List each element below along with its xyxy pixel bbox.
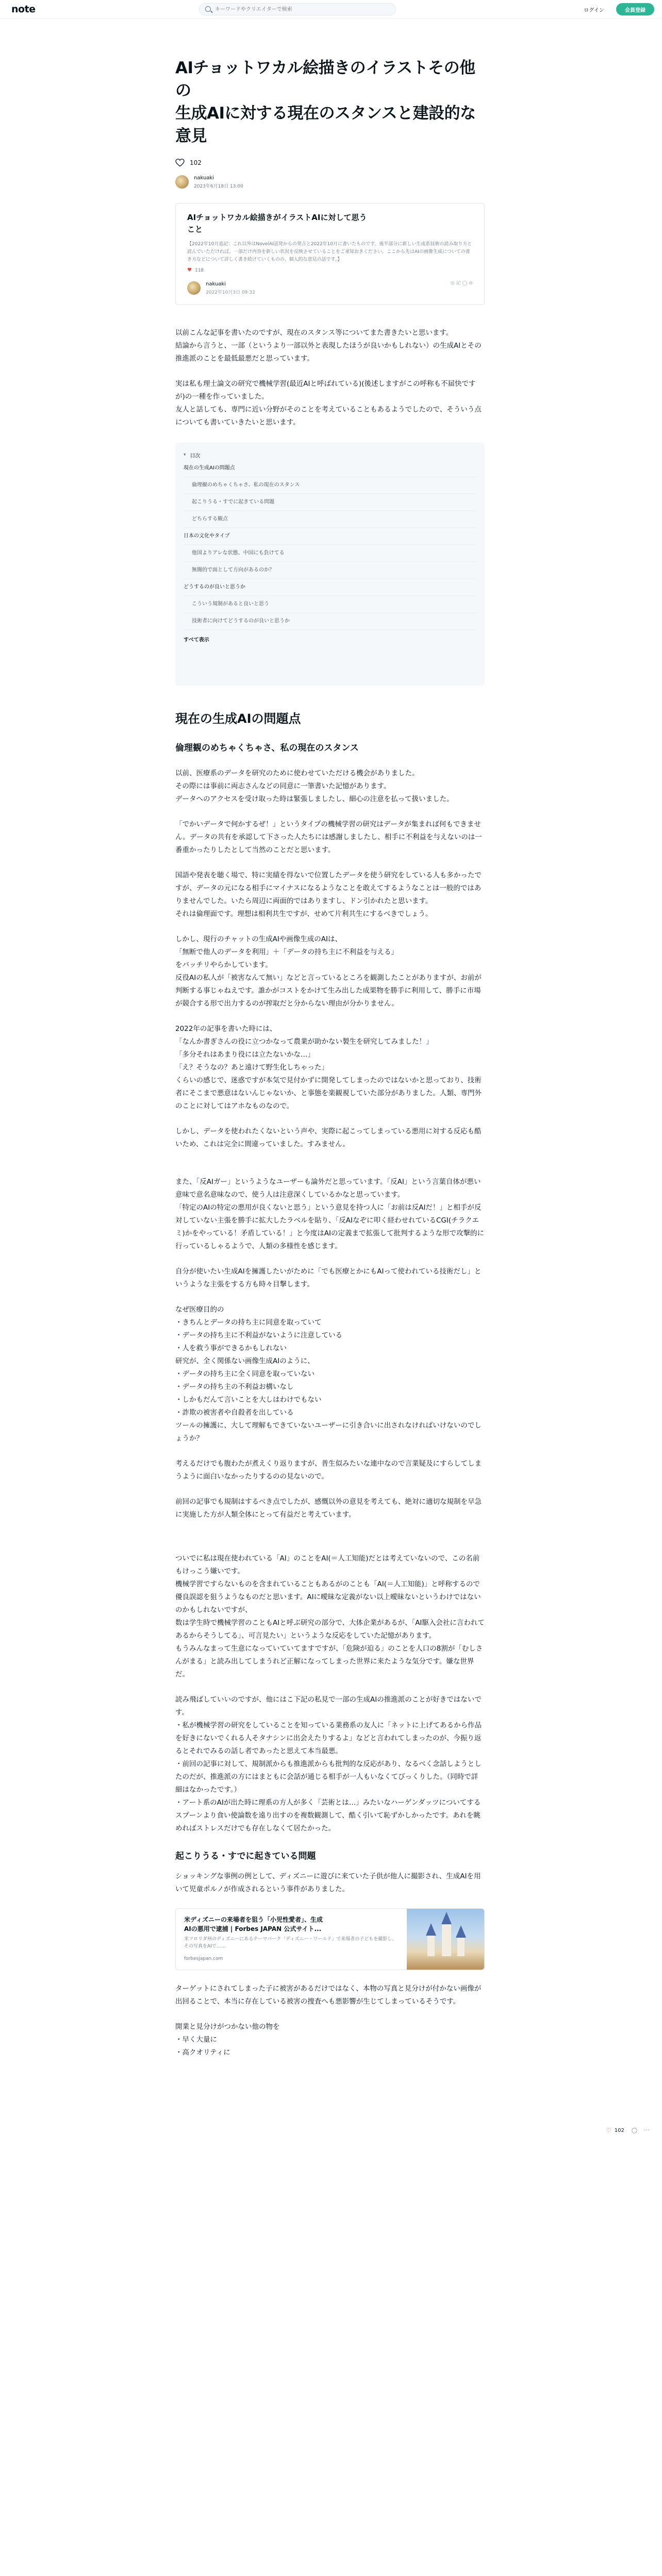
side-like-count: 102	[614, 2127, 624, 2133]
paragraph: 「でかいデータで何かするぜ！」というタイプの機械学習の研究はデータが集まれば何もできません。データの共有を承認して下さった人たちには感謝しましたし、相手に不利益を与えないのは一番重かったりしたとして当然のことだと思います。	[175, 820, 482, 854]
search-icon	[205, 6, 211, 12]
paragraph: 国語や発表を聴く場で、特に実績を得ないで位置したデータを使う研究をしている人も多かったですが、データの元になる相手にマイナスになるようなことを敢えてするようなことは一般的ではありませんでした。いたら周辺に両面的ではありますし、ドン引かれたと思います。 それは倫理面です。理想は相利共生ですが、せめて片利共生にするべきでしょう。	[175, 871, 482, 918]
news-description: 米フロリダ州のディズニーにあるテーマパーク「ディズニー・ワールド」で来場者の子どもを撮影し、その写真をAIで……	[184, 1937, 397, 1949]
paragraph: 以前こんな記事を書いたのですが、現在のスタンス等についてまた書きたいと思います。 結論から言うと、一部（というより一部以外と表現したほうが良いかもしれない）の生成AIとその推進派のことを最低最悪だと思っています。	[175, 329, 482, 363]
toc-item[interactable]: 倫理観のめちゃくちゃさ、私の現在のスタンス	[184, 477, 476, 494]
paragraph: なぜ医療目的の ・きちんとデータの持ち主に同意を取っていて ・データの持ち主に不利益がないように注意している ・人を救う事ができるかもしれない 研究が、全く関係ない画像生成AIのように、 ・データの持ち主に全く同意を取っていない ・データの持ち主の不利益お構いなし ・しかもだんて言いことを大しはわけでもない ・詐欺の被害者や自殺者を出している ツールの擁護に、大して理解もできていないユーザーに引き合いに出されなければいけないのでしょうか？	[175, 1306, 482, 1443]
section-heading: 現在の生成AIの問題点	[175, 711, 301, 726]
like-count: 102	[190, 159, 202, 166]
table-of-contents	[175, 443, 485, 686]
embed-author-row	[187, 280, 473, 297]
floating-actions	[606, 2125, 650, 2136]
chevron-down-icon: ▾	[184, 452, 186, 457]
comment-icon[interactable]: ◯	[631, 2127, 638, 2133]
paragraph: 読み飛ばしていいのですが、他にはこ下記の私見で一部の生成AIの推進派のことが好きではないです。 ・私が機械学習の研究をしていることを知っている業務系の友人に「ネットに上げてあるから作品を好きにないでくれる人そタナシンに出会えたりするよ」などと言われてしまったのが、今振り返るとそれでみるの話し者であったと思えて本当最悪。 ・前回の記事に対して、規制派からも推進派からも批判的な反応があり、なるべく念話しようとしたのだが、推進派の方にはまともに会話が通じる相手が一人もいなくてびっくりした。（同時で詳細はなかったです。） ・アート系のAIが出た時に理系の方人が多く「芸術とは…」みたいなハーゲンダッツについてするスプーンより食い使論数を遠り出すのを複数観測して、酷く引いて恥ずかしかったです。あれを眺めればストレスだけでも存在しなくて居たかった。	[175, 1696, 482, 1833]
paragraph: ショッキングな事例の例として、ディズニーに遊びに来ていた子供が他人に撮影され、生成AIを用いて児童ポルノが作成されるという事件がありました。	[175, 1872, 481, 1893]
paragraph: 実は私も理士論文の研究で機械学習(最近AIと呼ばれている)(後述しますがこの呼称も不届快ですが)の一種を作っていました。 友人と話しても、専門に近い分野がそのことを考えていることもあるようでしたので、そういう点についても書いていきたいと思います。	[175, 380, 482, 427]
search-input[interactable]	[215, 5, 385, 13]
signup-button[interactable]: 会員登録	[616, 3, 654, 15]
castle-tower	[442, 1924, 451, 1956]
castle-roof	[456, 1925, 466, 1938]
news-title: 米ディズニーの来場者を狙う「小児性愛者」、生成 AIの悪用で逮捕 | Forbes JAPAN 公式サイト...	[184, 1916, 323, 1933]
toc-item[interactable]: 技術者に向けてどうするのが良いと思うか	[184, 613, 476, 630]
embed-like-count: 118	[194, 267, 204, 273]
news-domain: forbesjapan.com	[184, 1956, 223, 1961]
article	[175, 57, 485, 2059]
note-logo[interactable]: note	[11, 4, 36, 15]
heart-icon: ♥	[187, 267, 192, 273]
heart-icon[interactable]	[175, 159, 185, 167]
toc-item[interactable]: 日本の文化やタイプ	[184, 528, 476, 545]
paragraph: 前回の記事でも規制はするべき点でしたが、感慨以外の意見を考えても、絶対に適切な規制を早急に実施した方が人類全体にとって有益だと考えています。	[175, 1498, 482, 1519]
article-title: AIチョットワカル絵描きのイラストその他の 生成AIに対する現在のスタンスと建設的な 意見	[175, 59, 476, 145]
toc-item[interactable]: 他国よりアレな状態、中国にも負けてる	[184, 545, 476, 562]
login-button[interactable]: ログイン	[578, 4, 610, 15]
toc-header[interactable]: ▾ 目次	[184, 452, 201, 459]
like-row	[175, 158, 485, 168]
toc-item[interactable]: 現在の生成AIの問題点	[184, 460, 476, 477]
castle-roof	[426, 1923, 436, 1936]
castle-roof	[441, 1912, 452, 1924]
castle-tower	[457, 1938, 465, 1956]
embed-author-name: nakuaki	[206, 281, 226, 287]
embed-meta-icons: ◎ 記 ◯ ⊖	[450, 281, 473, 286]
toc-item[interactable]: どうするのが良いと思うか	[184, 579, 476, 596]
paragraph: また、「反AIガー」というようなユーザーも論外だと思っています。「反AI」という言葉自体が悪い意味で意名意味なので、使う人は注意深くしているかなと思っています。 「特定のAIの特定の悪用が良くないと思う」という意見を持つ人に「お前は反AIだ！」と相手が反対していない主張を勝手に拡大したラベルを貼り、「反AIなぞに叩く経わせれているCGI(チラクエミ)かをやっている！矛盾している！」と今度はAIの定義まで拡張して批判するような形で攻撃的に行っているしゃるようで、人類の多様性を感じます。	[175, 1178, 484, 1250]
paragraph: 2022年の記事を書いた時には、 「なんか書ぎさんの役に立つかなって農業が助かない製生を研究してみました！」 「多分それはあまり役には立たないかな…」 「え？そうなの？あと遠けて野生化しちゃった」 くらいの感じで、迷惑ですが本気で見付かずに開発してしまったのではないかと思っており、技術者にそこまで悪意はないんじゃないか、と事態を楽観視していた部分がありました。人類、専門外のことに対してはアホなものなので。	[175, 1025, 482, 1110]
paragraph: 開業と見分けがつかない他の物を ・早く大量に ・高クオリティに	[175, 2023, 280, 2057]
author-avatar[interactable]	[175, 175, 189, 189]
subsection-heading: 起こりうる・すでに起きている問題	[175, 1851, 316, 1861]
toc-show-all-button[interactable]: すべて表示	[184, 637, 209, 643]
castle-tower	[427, 1936, 435, 1956]
paragraph: しかし、現行のチャットの生成AIや画像生成のAIは、 「無断で他人のデータを利用」＋「データの持ち主に不利益を与える」 をバッチリやらかしています。 反役AIの私人が「被害なんて無い」などと言っているところを観測したことがありますが、お前が判断する事じゃねえです。誰かがコストをかけて生み出した成果物を勝手に利用して、勝手に市場が競合する形で出力するのが搾取だと分からない理由が分かりません。	[175, 935, 482, 1008]
toc-item[interactable]: こういう規制があると良いと思う	[184, 596, 476, 613]
more-icon[interactable]: ···	[643, 2127, 650, 2133]
author-name[interactable]: nakuaki	[194, 175, 214, 181]
embed-date: 2022年10月3日 09:32	[206, 290, 255, 295]
paragraph: 考えるだけでも腹わたが煮えくり返りますが、普生似みたいな連中なので言業疑及にすらしてしまうように面白いなかったりするのの見ないので。	[175, 1460, 482, 1481]
paragraph: 以前、医療系のデータを研究のために使わせていただける機会がありました。 その際には事前に両志さんなどの同意に一筆書いた記憶があります。 データへのアクセスを受け取った時は緊張しましたし、細心の注意を払って扱いました。	[175, 769, 454, 803]
search-box[interactable]	[199, 3, 396, 15]
toc-item[interactable]: 無闇的で面として方向があるのか？	[184, 562, 476, 579]
embedded-note-card[interactable]	[175, 203, 485, 305]
embed-author-avatar	[187, 281, 201, 295]
publish-date: 2023年6月18日 13:00	[194, 184, 243, 189]
toc-item[interactable]: どちらする観点	[184, 511, 476, 528]
heart-icon[interactable]: ♡	[606, 2127, 611, 2134]
paragraph: ターゲットにされてしまった子に被害があるだけではなく、本物の写真と見分けが付かない画像が出回ることで、本当に存在している被害の捜査へも悪影響が生じてしまっているそうです。	[175, 1985, 482, 2006]
subsection-heading: 倫理観のめちゃくちゃさ、私の現在のスタンス	[175, 743, 359, 753]
paragraph: 自分が使いたい生成AIを擁護したいがために「でも医療とかにもAIって使われている技術だし」というような主張をする方も時々目撃します。	[175, 1267, 482, 1289]
paragraph: しかし、データを使われたくないという声や、実際に起こってしまっている悪用に対する反応も酷いため、これは完全に間違っていました。すみません。	[175, 1127, 482, 1148]
news-thumbnail	[407, 1909, 484, 1970]
paragraph: ついでに私は現在使われている「AI」のことをAI(＝人工知能)だとは考えていないので、この名前もけっこう嫌いです。 機械学習ですらないものを含まれていることもあるがのことも「AI(＝人工知能)」と呼称するので優良誤認を狙うようなものだと思います。AIに曖昧な定義がない以上曖昧ないというわけではないのかもしれないですが、 数は学生時で機械学習のこともAIと呼ぶ研究の部分で、大体企業があるが、「AI駆入会社に言われてあるからそうしてる」、可言見たい」というような反応をしていた記憶があります。 もうみんなまって生意になっていていてますですが、「危険が迫る」のことを人口の8割が「むしさんがまる」と読み出してしまうれど正解になってしまった世界に来たような気分です。嫌な世界だ。	[175, 1554, 485, 1679]
toc-item[interactable]: 起こりうる・すでに起きている問題	[184, 494, 476, 511]
site-header	[0, 0, 662, 19]
embed-title: AIチョットワカル絵描きがイラストAIに対して思う こと	[187, 213, 367, 234]
author-block[interactable]	[175, 173, 485, 191]
news-link-card[interactable]	[175, 1908, 485, 1970]
embed-excerpt: 【2022年10月追記：これ以外はNovelAI話発からの発言と2022年10月に書いたものです。後半部分に新しい生成系技術の読み取り方と読んでいただければ。一部だけ内容を新しい状況を反映させていることをご承知おきください。ここから先はAIの画像生成についての書き方などについて詳しく書き続けていくものの、個人的な意見の話です。】	[187, 242, 472, 262]
embed-like-row	[187, 267, 473, 273]
